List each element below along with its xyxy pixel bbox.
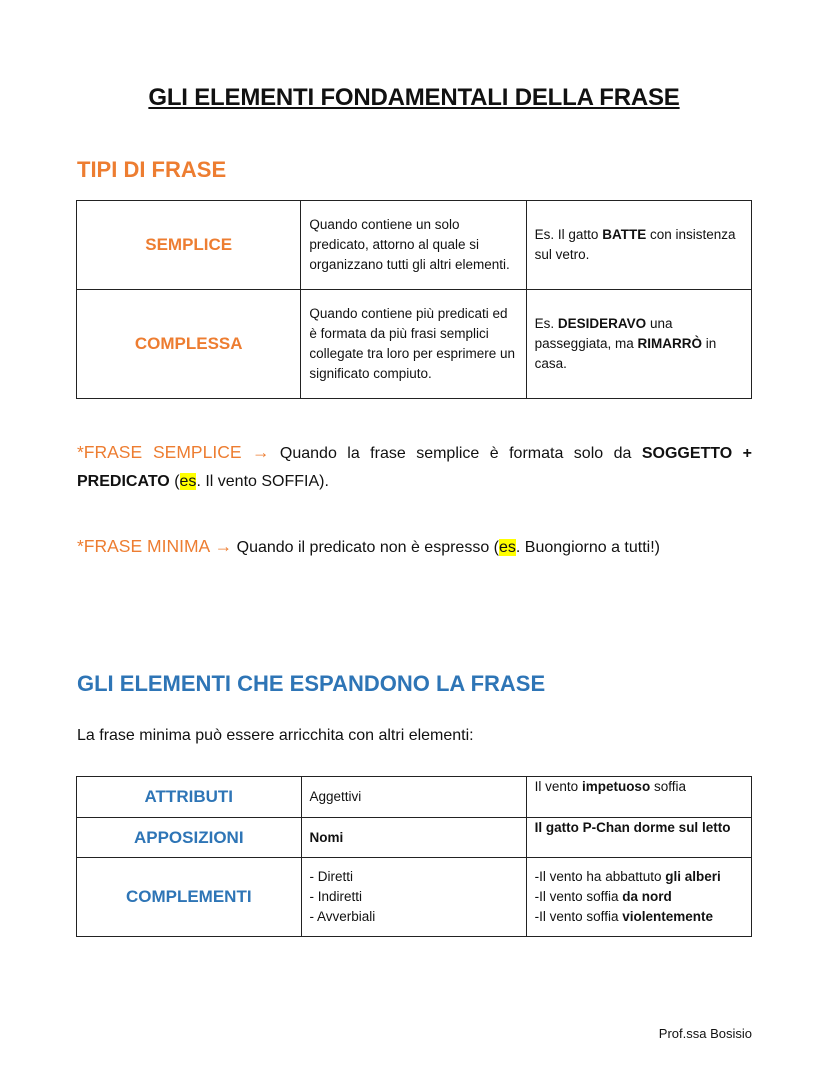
frase-type-semplice: SEMPLICE — [77, 201, 301, 290]
table-row — [77, 290, 752, 399]
note-frase-minima: *FRASE MINIMA → Quando il predicato non è espresso (es. Buongiorno a tutti!) — [77, 536, 660, 556]
frase-type-complessa: COMPLESSA — [77, 290, 301, 399]
element-name-complementi: COMPLEMENTI — [77, 858, 302, 937]
arrow-right-icon: → — [251, 442, 270, 462]
element-name-attributi: ATTRIBUTI — [77, 777, 302, 818]
author-signature: Prof.ssa Bosisio — [658, 1026, 752, 1041]
definition-cell: Quando contiene più predicati ed è formata da più frasi semplici collegate tra loro per esprimere un significato compiuto. — [301, 290, 526, 399]
table-row — [77, 777, 752, 818]
page-title: GLI ELEMENTI FONDAMENTALI DELLA FRASE — [148, 84, 680, 111]
element-name-apposizioni: APPOSIZIONI — [77, 818, 302, 858]
section-heading-tipi-di-frase: TIPI DI FRASE — [77, 157, 227, 182]
definition-cell: Quando contiene un solo predicato, attorno al quale si organizzano tutti gli altri elementi. — [301, 201, 526, 290]
section-heading-elementi: GLI ELEMENTI CHE ESPANDONO LA FRASE — [77, 671, 546, 696]
element-kind-cell: Nomi — [301, 818, 526, 858]
example-cell: Es. Il gatto BATTE con insistenza sul vetro. — [526, 201, 751, 290]
example-cell: Il gatto P-Chan dorme sul letto — [526, 818, 751, 858]
highlighted-es: es — [179, 473, 197, 490]
example-cell: Il vento impetuoso soffia — [526, 777, 751, 818]
example-cell: -Il vento ha abbattuto gli alberi -Il vento soffia da nord -Il vento soffia violentemente — [526, 858, 751, 937]
element-kind-cell: Aggettivi — [301, 777, 526, 818]
table-row — [77, 818, 752, 858]
arrow-right-icon: → — [214, 536, 233, 556]
highlighted-es: es — [499, 539, 516, 556]
table-row — [77, 201, 752, 290]
tipi-di-frase-table — [76, 200, 752, 399]
example-cell: Es. DESIDERAVO una passeggiata, ma RIMARRÒ in casa. — [526, 290, 751, 399]
element-kind-cell: - Diretti - Indiretti - Avverbiali — [301, 858, 526, 937]
lead-text: La frase minima può essere arricchita con altri elementi: — [77, 727, 474, 744]
table-row — [77, 858, 752, 937]
elementi-table — [76, 776, 752, 937]
note-frase-semplice: *FRASE SEMPLICE → Quando la frase semplice è formata solo da SOGGETTO + PREDICATO (es. Il vento SOFFIA). — [77, 442, 752, 490]
